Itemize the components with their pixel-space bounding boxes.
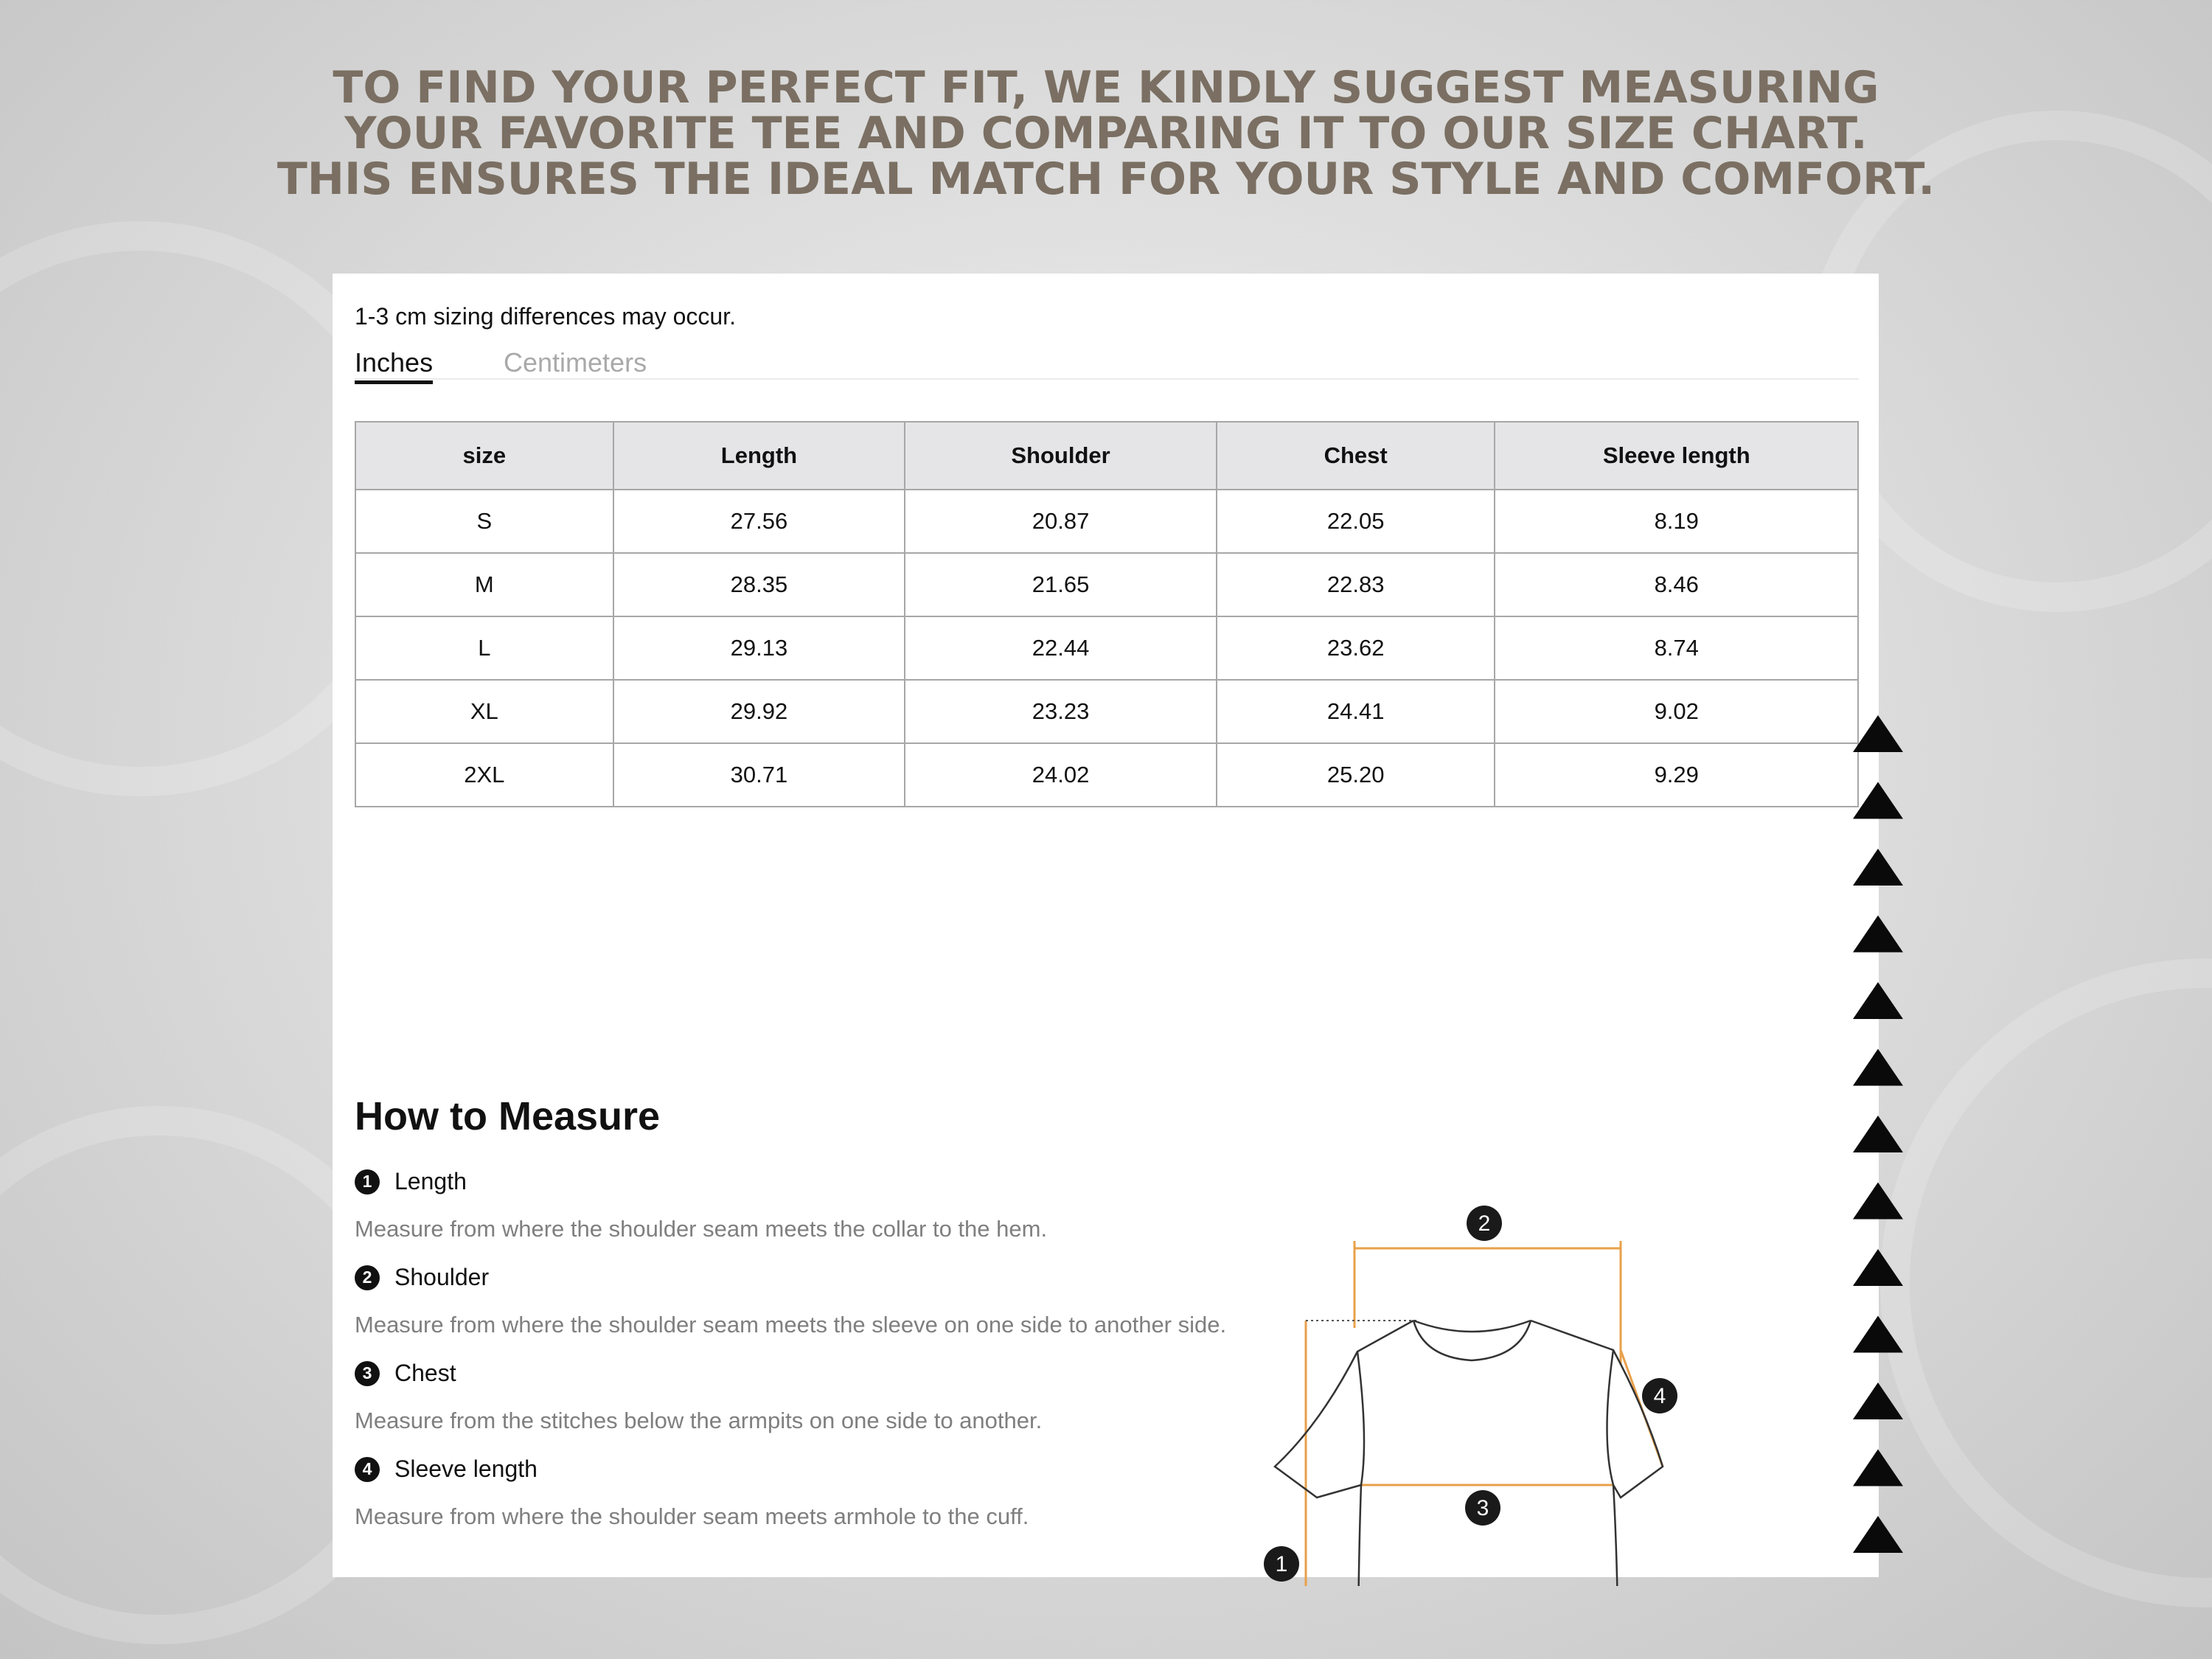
step-description: Measure from where the shoulder seam meets the collar to the hem. xyxy=(355,1216,1048,1242)
column-header-shoulder: Shoulder xyxy=(905,422,1217,490)
cell-length: 30.71 xyxy=(613,743,905,807)
step-label: Length xyxy=(394,1168,467,1194)
triangle-up-icon xyxy=(1853,1516,1903,1553)
measure-step-shoulder xyxy=(355,1264,1226,1338)
number-4-icon: 4 xyxy=(355,1457,380,1482)
cell-chest: 22.05 xyxy=(1217,490,1495,553)
number-2-icon: 2 xyxy=(355,1265,380,1290)
cell-chest: 22.83 xyxy=(1217,553,1495,616)
sizing-note: 1-3 cm sizing differences may occur. xyxy=(355,303,736,330)
cell-sleeve-length: 9.29 xyxy=(1495,743,1858,807)
triangle-up-icon xyxy=(1853,1049,1903,1086)
cell-size: 2XL xyxy=(355,743,613,807)
column-header-size: size xyxy=(355,422,613,490)
marker-4 xyxy=(1642,1378,1677,1413)
cell-shoulder: 20.87 xyxy=(905,490,1217,553)
cell-size: S xyxy=(355,490,613,553)
step-description: Measure from where the shoulder seam meets armhole to the cuff. xyxy=(355,1503,1029,1529)
measure-step-length xyxy=(355,1168,1047,1242)
decorative-arrow-column xyxy=(1851,715,1905,1556)
cell-sleeve-length: 8.46 xyxy=(1495,553,1858,616)
unit-tabs xyxy=(355,347,1859,380)
size-table xyxy=(355,421,1859,807)
tshirt-measurement-diagram xyxy=(1247,922,1763,1586)
cell-shoulder: 23.23 xyxy=(905,680,1217,743)
headline-line-1: TO FIND YOUR PERFECT FIT, WE KINDLY SUGGEST MEASURING xyxy=(333,62,1879,114)
cell-shoulder: 22.44 xyxy=(905,616,1217,680)
step-description: Measure from where the shoulder seam meets the sleeve on one side to another side. xyxy=(355,1312,1227,1338)
background-swirl xyxy=(1880,959,2212,1607)
cell-length: 29.13 xyxy=(613,616,905,680)
table-row xyxy=(355,490,1858,553)
step-label: Shoulder xyxy=(394,1264,490,1290)
cell-shoulder: 21.65 xyxy=(905,553,1217,616)
cell-chest: 24.41 xyxy=(1217,680,1495,743)
cell-size: XL xyxy=(355,680,613,743)
cell-size: M xyxy=(355,553,613,616)
svg-text:1: 1 xyxy=(1275,1552,1288,1576)
triangle-up-icon xyxy=(1853,916,1903,953)
triangle-up-icon xyxy=(1853,1450,1903,1486)
cell-length: 27.56 xyxy=(613,490,905,553)
column-header-chest: Chest xyxy=(1217,422,1495,490)
triangle-up-icon xyxy=(1853,982,1903,1019)
measure-step-sleeve-length xyxy=(355,1455,1029,1530)
table-row xyxy=(355,680,1858,743)
svg-text:3: 3 xyxy=(1476,1496,1489,1520)
triangle-up-icon xyxy=(1853,1116,1903,1152)
step-label: Sleeve length xyxy=(394,1455,538,1482)
triangle-up-icon xyxy=(1853,849,1903,886)
triangle-up-icon xyxy=(1853,1382,1903,1419)
measure-step-chest xyxy=(355,1360,1042,1434)
cell-length: 29.92 xyxy=(613,680,905,743)
triangle-up-icon xyxy=(1853,715,1903,752)
cell-size: L xyxy=(355,616,613,680)
tshirt-outline xyxy=(1275,1321,1663,1586)
headline xyxy=(0,62,2212,205)
column-header-length: Length xyxy=(613,422,905,490)
cell-sleeve-length: 8.74 xyxy=(1495,616,1858,680)
marker-2 xyxy=(1467,1206,1502,1241)
marker-3 xyxy=(1465,1490,1500,1526)
headline-line-2: YOUR FAVORITE TEE AND COMPARING IT TO OUR SIZE CHART. xyxy=(344,108,1868,159)
cell-sleeve-length: 9.02 xyxy=(1495,680,1858,743)
marker-1 xyxy=(1264,1546,1299,1582)
triangle-up-icon xyxy=(1853,1249,1903,1286)
number-1-icon: 1 xyxy=(355,1169,380,1194)
headline-line-3: THIS ENSURES THE IDEAL MATCH FOR YOUR STYLE AND COMFORT. xyxy=(276,153,1935,205)
triangle-up-icon xyxy=(1853,1183,1903,1220)
cell-shoulder: 24.02 xyxy=(905,743,1217,807)
table-header-row xyxy=(355,422,1858,490)
table-row xyxy=(355,553,1858,616)
tab-centimeters[interactable]: Centimeters xyxy=(504,347,647,378)
number-3-icon: 3 xyxy=(355,1361,380,1386)
table-row xyxy=(355,616,1858,680)
triangle-up-icon xyxy=(1853,1316,1903,1353)
table-row xyxy=(355,743,1858,807)
size-chart-card xyxy=(333,274,1879,1577)
triangle-up-icon xyxy=(1853,782,1903,819)
cell-chest: 25.20 xyxy=(1217,743,1495,807)
svg-text:2: 2 xyxy=(1478,1211,1491,1236)
cell-length: 28.35 xyxy=(613,553,905,616)
how-to-measure-title: How to Measure xyxy=(355,1094,661,1138)
step-description: Measure from the stitches below the armpits on one side to another. xyxy=(355,1408,1043,1433)
column-header-sleeve-length: Sleeve length xyxy=(1495,422,1858,490)
cell-chest: 23.62 xyxy=(1217,616,1495,680)
cell-sleeve-length: 8.19 xyxy=(1495,490,1858,553)
svg-text:4: 4 xyxy=(1653,1384,1666,1408)
step-label: Chest xyxy=(394,1360,456,1386)
tab-inches[interactable]: Inches xyxy=(355,347,434,378)
